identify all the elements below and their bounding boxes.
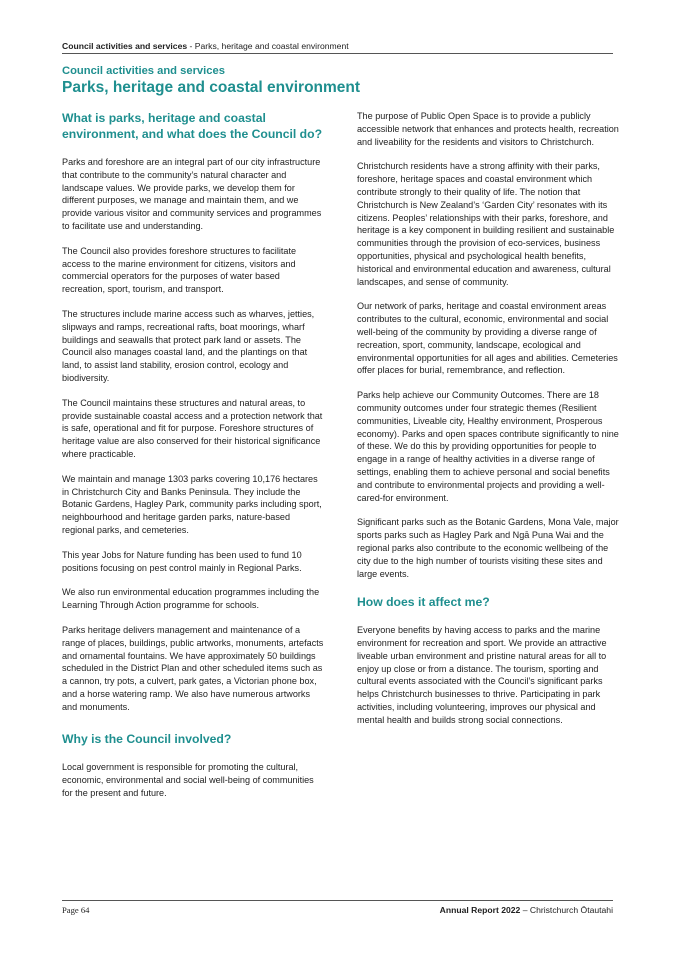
paragraph: Local government is responsible for promoting the cultural, economic, environmental and social well-being of communities for the present and future. (62, 762, 314, 799)
header-subsection: - Parks, heritage and coastal environment (187, 41, 349, 51)
report-title: Annual Report 2022 (439, 905, 521, 915)
section-label: Council activities and services (62, 65, 225, 77)
paragraph: The Council maintains these structures and natural areas, to provide sustainable coastal access and a protection network that is safe, operational and fit for purpose. Foreshore structures of heritage value are also conserved for their historical significance where practicable. (62, 397, 323, 459)
paragraph: Significant parks such as the Botanic Gardens, Mona Vale, major sports parks such as Hagley Park and Ngā Puna Wai and the regional parks also contribute to the economic wellbeing of the city due to the high number of tourists visiting these sites and large events. (357, 517, 619, 579)
heading-how-affect: How does it affect me? (357, 595, 490, 610)
paragraph: This year Jobs for Nature funding has been used to fund 10 positions focusing on pest control mainly in Regional Parks. (62, 549, 302, 573)
paragraph: Christchurch residents have a strong affinity with their parks, foreshore, heritage spaces and coastal environment which contribute strongly to their quality of life. The notion that Christchurch is New Zealand’s ‘Garden City’ resonates with its citizens. Peoples’ relationships with their parks, foreshore, and heritage is a key component in building resilient and sustainable communities through the provision of eco-services, business opportunities, physical and psychological health benefits, historical and environmental education and awareness, cultural landscapes, and sense of community. (357, 161, 615, 287)
right-column (357, 110, 619, 739)
paragraph: The structures include marine access such as wharves, jetties, slipways and ramps, recreational rafts, boat moorings, wharf buildings and seawalls that protect park land or assets. The Council also manages coastal land, and the plantings on that land, to assist land stability, erosion control, ecology and biodiversity. (62, 308, 315, 383)
paragraph: We maintain and manage 1303 parks covering 10,176 hectares in Christchurch City and Banks Peninsula. They include the Botanic Gardens, Hagley Park, community parks including sport, neighbourhood and heritage garden parks, nature-based regional parks, and cemeteries. (62, 473, 322, 535)
report-city: – Christchurch Ōtautahi (520, 905, 613, 915)
report-name (440, 905, 613, 915)
page-number: Page 64 (62, 905, 90, 915)
heading-what-is: What is parks, heritage and coastal environment, and what does the Council do? (62, 111, 323, 141)
paragraph: Our network of parks, heritage and coastal environment areas contributes to the cultural, economic, environmental and social well-being of the community by providing a diverse range of recreation, sport, community, landscape, ecological and environmental opportunities for all ages and abilities. Cemeteries offer places for burial, remembrance, and reflection. (357, 301, 618, 376)
left-column (62, 110, 324, 812)
paragraph: Parks help achieve our Community Outcomes. There are 18 community outcomes under four strategic themes (Resilient communities, Liveable city, Healthy environment, Prosperous economy). Parks and open spaces contribute significantly to nine of these. We do this by providing opportunities for people to engage in a range of healthy activities in a diverse range of settings, enabling them to achieve personal and social benefits and contribute to environmental projects and providing a well-cared-for environment. (357, 390, 619, 503)
heading-why-involved: Why is the Council involved? (62, 732, 232, 747)
paragraph: The Council also provides foreshore structures to facilitate access to the marine environment for citizens, visitors and commercial operators for the purposes of water based recreation, sport, tourism, and transport. (62, 245, 297, 295)
paragraph: Everyone benefits by having access to parks and the marine environment for recreation and sport. We provide an attractive liveable urban environment and pristine natural areas for all to enjoy up close or from a distance. The tourism, sporting and cultural events associated with the Council’s significant parks helps Christchurch businesses to thrive. Participating in park activities, including volunteering, improves our physical and mental health and builds strong social connections. (357, 625, 607, 725)
page-title: Parks, heritage and coastal environment (62, 79, 361, 96)
paragraph: The purpose of Public Open Space is to provide a publicly accessible network that enhances and protects health, recreation and liveability for the residents and visitors to Christchurch. (357, 111, 619, 147)
paragraph: Parks heritage delivers management and maintenance of a range of places, buildings, public artworks, monuments, artefacts and ornamental fountains. We have approximately 50 buildings scheduled in the District Plan and other scheduled items such as a cannon, try pots, a culvert, park gates, a Victorian phone box, and a horse watering ramp. We also have numerous artworks and monuments. (62, 624, 324, 712)
paragraph: We also run environmental education programmes including the Learning Through Action programme for schools. (62, 587, 320, 611)
running-header (62, 40, 613, 54)
page-footer (62, 900, 613, 915)
paragraph: Parks and foreshore are an integral part of our city infrastructure that contribute to the community’s natural character and landscape values. We provide parks, we develop them for different purposes, we manage and maintain them, and we provide various visitor and community services and programmes to facilitate use and understanding. (62, 157, 322, 231)
header-section: Council activities and services (62, 41, 188, 51)
